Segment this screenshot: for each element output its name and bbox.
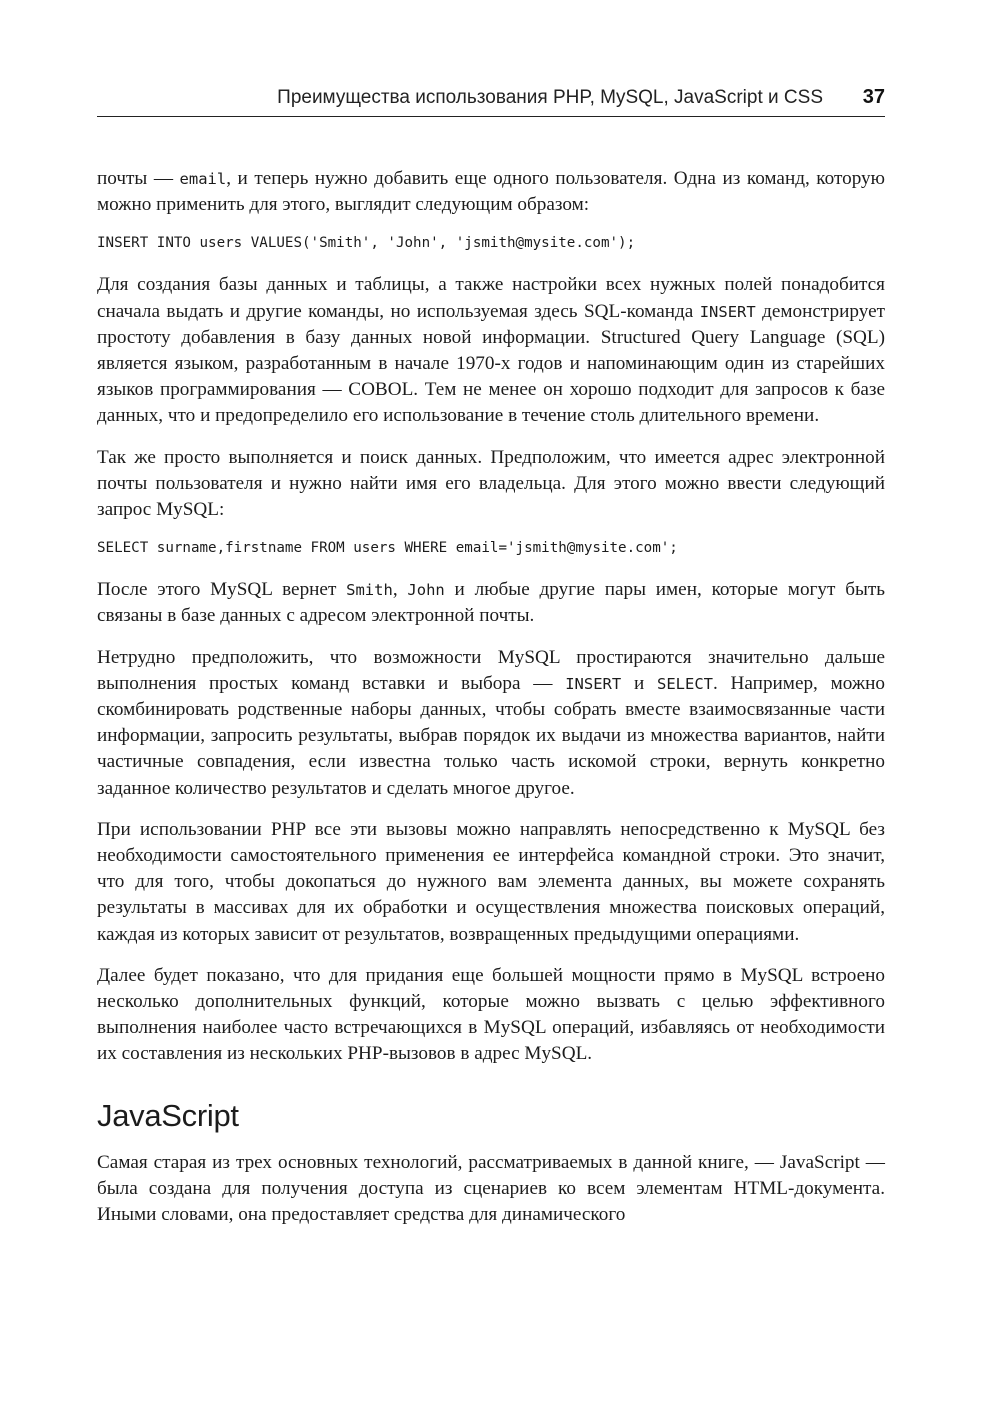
inline-code-insert-2: INSERT xyxy=(565,674,622,693)
section-heading-javascript: JavaScript xyxy=(97,1097,239,1133)
paragraph-1: почты — email, и теперь нужно добавить еще одного пользователя. Одна из команд, которую можно применить для этого, выглядит следующим образом: xyxy=(97,168,885,216)
paragraph-3: Так же просто выполняется и поиск данных. Предположим, что имеется адрес электронной почты пользователя и нужно найти имя его владельца. Для этого можно ввести следующий запрос MySQL: xyxy=(97,446,885,521)
inline-code-john: John xyxy=(407,581,445,600)
paragraph-6: При использовании PHP все эти вызовы можно направлять непосредственно к MySQL без необходимости самостоятельного применения ее интерфейса командной строки. Это значит, что для того, чтобы докопаться до нужного вам элемента данных, вы можете сохранять результаты в массивах для их обработки и осуществления множества поисковых операций, каждая из которых зависит от результатов, возвращенных предыдущими операциями. xyxy=(97,818,885,945)
running-header xyxy=(97,84,885,117)
code-block-insert: INSERT INTO users VALUES('Smith', 'John', 'jsmith@mysite.com'); xyxy=(97,235,636,252)
paragraph-2: Для создания базы данных и таблицы, а также настройки всех нужных полей понадобится сначала выдать и другие команды, но используемая здесь SQL-команда INSERT демонстрирует простоту добавления в базу данных новой информации. Structured Query Language (SQL) является языком, разработанным в начале 1970-х годов и напоминающим один из старейших языков программирования — COBOL. Тем не менее он хорошо подходит для запросов к базе данных, что и предопределило его использование в течение столь длительного времени. xyxy=(97,274,886,427)
inline-code-insert: INSERT xyxy=(699,302,756,321)
paragraph-5: Нетрудно предположить, что возможности MySQL простираются значительно дальше выполнения простых команд вставки и выбора — INSERT и SELECT. Например, можно скомбинировать родственные наборы данных, чтобы собрать вместе взаимосвязанные части информации, запросить результаты, выбрав порядок их выдачи из множества вариантов, найти частичные совпадения, если известна только часть искомой строки, вернуть конкретно заданное количество результатов и сделать многое другое. xyxy=(97,646,885,799)
inline-code-smith: Smith xyxy=(346,581,393,600)
page-number: 37 xyxy=(862,86,885,108)
inline-code-select: SELECT xyxy=(657,674,713,693)
page-content xyxy=(97,166,885,1243)
paragraph-8: Самая старая из трех основных технологий, рассматриваемых в данной книге, — JavaScript — была создана для получения доступа из сценариев ко всем элементам HTML-документа. Иными словами, она предоставляет средства для динамического xyxy=(97,1151,885,1226)
code-block-select: SELECT surname,firstname FROM users WHERE email='jsmith@mysite.com'; xyxy=(97,540,678,557)
running-header-title: Преимущества использования PHP, MySQL, JavaScript и CSS xyxy=(277,87,823,108)
inline-code-email: email xyxy=(179,170,227,188)
paragraph-7: Далее будет показано, что для придания еще большей мощности прямо в MySQL встроено несколько дополнительных функций, которые можно вызвать с целью эффективного выполнения наиболее часто встречающихся в MySQL операций, избавляясь от необходимости их составления из нескольких PHP-вызовов в адрес MySQL. xyxy=(97,964,885,1065)
paragraph-4: После этого MySQL вернет Smith, John и любые другие пары имен, которые могут быть связаны в базе данных с адресом электронной почты. xyxy=(97,579,885,627)
